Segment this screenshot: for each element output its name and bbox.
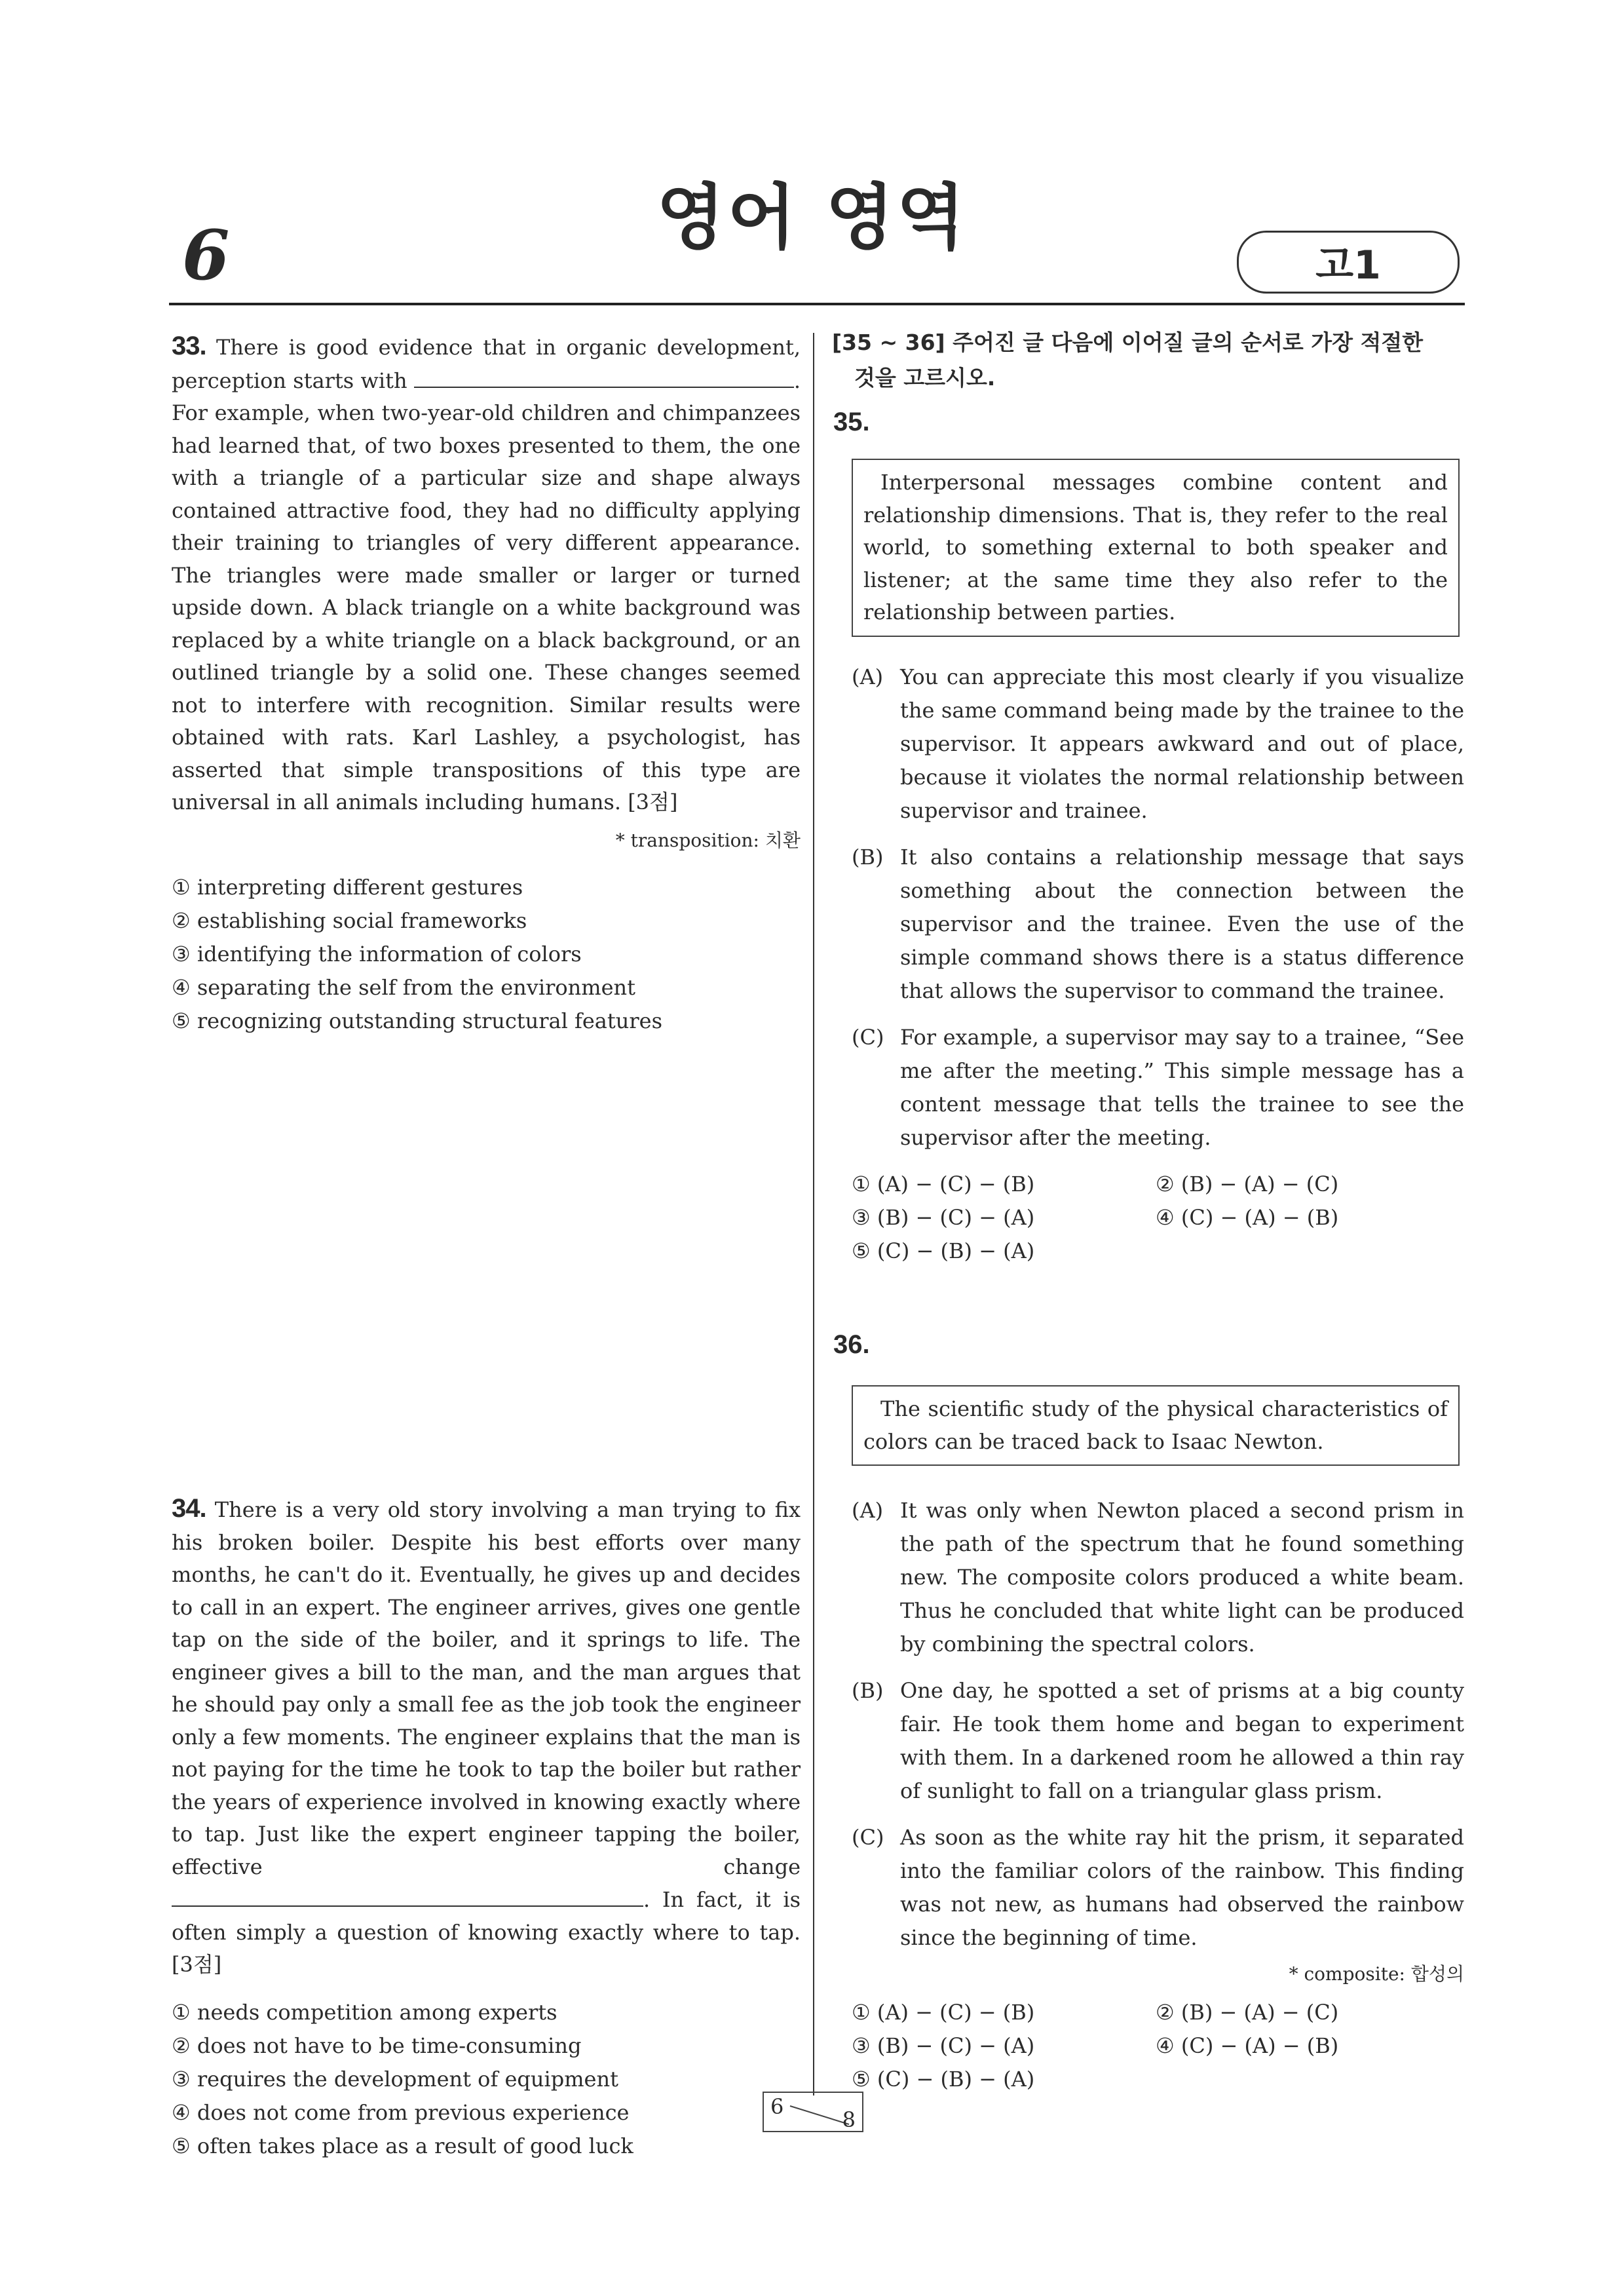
- column-divider: [813, 333, 814, 2095]
- question-number: 34.: [172, 1494, 206, 1523]
- passage-paragraphs-35: [852, 660, 1464, 1168]
- section-instructions: [832, 325, 1464, 396]
- option-2[interactable]: ② establishing social frameworks: [172, 908, 527, 933]
- page-title: 영어 영역: [656, 177, 968, 259]
- question-33: [172, 330, 801, 1038]
- paragraph-b: [852, 841, 1464, 1008]
- answer-options: [172, 1996, 801, 2163]
- paragraph-b: [852, 1674, 1464, 1808]
- option-2[interactable]: ② (B) − (A) − (C): [1156, 1172, 1339, 1196]
- paragraph-text: One day, he spotted a set of prisms at a big county fair. He took them home and began to experiment with them. In a darkened room he allowed a thin ray of sunlight to fall on a triangular glass prism.: [900, 1678, 1464, 1803]
- answer-options-35: [852, 1168, 1464, 1268]
- option-3[interactable]: ③ (B) − (C) − (A): [852, 2033, 1035, 2058]
- option-5[interactable]: ⑤ (C) − (B) − (A): [852, 2067, 1035, 2092]
- footnote: * composite: 합성의: [1289, 1963, 1464, 1985]
- option-1[interactable]: ① (A) − (C) − (B): [852, 2000, 1035, 2025]
- header-rule: [169, 303, 1465, 305]
- option-4[interactable]: ④ (C) − (A) − (B): [1156, 2033, 1339, 2058]
- question-text: There is good evidence that in organic development, perception starts with: [172, 335, 801, 393]
- option-5[interactable]: ⑤ often takes place as a result of good luck: [172, 2133, 633, 2158]
- question-35-number: 35.: [833, 408, 870, 436]
- option-2[interactable]: ② does not have to be time-consuming: [172, 2033, 582, 2058]
- answer-options: [172, 871, 801, 1038]
- option-5[interactable]: ⑤ recognizing outstanding structural features: [172, 1008, 662, 1033]
- current-page: 6: [770, 2094, 784, 2119]
- paragraph-label: (C): [852, 1825, 884, 1850]
- paragraph-label: (A): [852, 1498, 884, 1523]
- instructions-line-2: 것을 고르시오.: [854, 365, 996, 391]
- option-3[interactable]: ③ identifying the information of colors: [172, 942, 582, 966]
- question-text-continued: . In fact, it is often simply a question of knowing exactly where to tap. [3점]: [172, 1887, 801, 1977]
- option-4[interactable]: ④ (C) − (A) − (B): [1156, 1205, 1339, 1230]
- page-indicator: [763, 2092, 863, 2132]
- question-number: 33.: [172, 332, 206, 360]
- question-text: There is a very old story involving a man trying to fix his broken boiler. Despite his best efforts over many months, he can't do it. Eventually, he gives up and decides to call in an expert. The engineer arrives, gives one gentle tap on the side of the boiler, and it springs to life. The engineer gives a bill to the man, and the man argues that he should pay only a small fee as the job took the engineer only a few moments. The engineer explains that the man is not paying for the time he took to tap the boiler but rather the years of experience involved in knowing exactly where to tap. Just like the expert engineer tapping the boiler, effective change: [172, 1497, 801, 1879]
- paragraph-label: (B): [852, 1678, 884, 1703]
- option-1[interactable]: ① interpreting different gestures: [172, 875, 523, 900]
- paragraph-text: You can appreciate this most clearly if you visualize the same command being made by the trainee to the supervisor. It appears awkward and out of place, because it violates the normal relationship between supervisor and trainee.: [900, 664, 1464, 823]
- option-4[interactable]: ④ separating the self from the environment: [172, 975, 635, 1000]
- question-34: [172, 1493, 801, 2163]
- option-1[interactable]: ① needs competition among experts: [172, 1999, 557, 2025]
- option-5[interactable]: ⑤ (C) − (B) − (A): [852, 1238, 1035, 1263]
- given-passage-36: [852, 1385, 1460, 1466]
- given-text: Interpersonal messages combine content and relationship dimensions. That is, they refer to the real world, to something external to both speaker and listener; at the same time they also refer to the relationship between parties.: [863, 470, 1448, 624]
- paragraph-text: It also contains a relationship message that says something about the connection between the supervisor and the trainee. Even the use of the simple command shows there is a status difference that allows the supervisor to command the trainee.: [900, 845, 1464, 1003]
- question-text-continued: . For example, when two-year-old children and chimpanzees had learned that, of two boxes presented to them, the one with a triangle of a particular size and shape always contained attractive food, they had no difficulty applying their training to triangles of very different appearance. The triangles were made smaller or larger or turned upside down. A black triangle on a white background was replaced by a white triangle on a black background, or an outlined triangle by a solid one. These changes seemed not to interfere with recognition. Similar results were obtained with rats. Karl Lashley, a psychologist, has asserted that simple transpositions of this type are universal in all animals including humans. [3점]: [172, 368, 801, 814]
- paragraph-label: (A): [852, 664, 884, 689]
- paragraph-a: [852, 1494, 1464, 1661]
- option-3[interactable]: ③ requires the development of equipment: [172, 2066, 618, 2092]
- paragraph-c: [852, 1821, 1464, 1955]
- option-1[interactable]: ① (A) − (C) − (B): [852, 1172, 1035, 1196]
- paragraph-label: (B): [852, 845, 884, 870]
- answer-blank: [172, 1883, 643, 1907]
- option-2[interactable]: ② (B) − (A) − (C): [1156, 2000, 1339, 2025]
- paragraph-text: For example, a supervisor may say to a trainee, “See me after the meeting.” This simple message has a content message that tells the trainee to see the supervisor after the meeting.: [900, 1025, 1464, 1150]
- footnote: * transposition: 치환: [615, 829, 801, 851]
- paragraph-a: [852, 660, 1464, 828]
- page-number: 6: [182, 215, 230, 296]
- given-text: The scientific study of the physical characteristics of colors can be traced back to Isaac Newton.: [863, 1396, 1448, 1454]
- given-passage-35: [852, 459, 1460, 637]
- paragraph-text: It was only when Newton placed a second prism in the path of the spectrum that he found something new. The composite colors produced a white beam. Thus he concluded that white light can be produced by combining the spectral colors.: [900, 1498, 1464, 1656]
- option-4[interactable]: ④ does not come from previous experience: [172, 2099, 630, 2125]
- answer-blank: [414, 364, 794, 388]
- paragraph-label: (C): [852, 1025, 884, 1050]
- total-pages: 8: [842, 2107, 856, 2132]
- question-36-number: 36.: [833, 1330, 870, 1359]
- instructions-line-1: [35 ~ 36] 주어진 글 다음에 이어질 글의 순서로 가장 적절한: [832, 330, 1424, 355]
- passage-paragraphs-36: [852, 1494, 1464, 1989]
- paragraph-text: As soon as the white ray hit the prism, it separated into the familiar colors of the rainbow. This finding was not new, as humans had observed the rainbow since the beginning of time.: [900, 1825, 1464, 1950]
- option-3[interactable]: ③ (B) − (C) − (A): [852, 1205, 1035, 1230]
- answer-options-36: [852, 1996, 1464, 2096]
- grade-badge: 고1: [1237, 231, 1460, 294]
- paragraph-c: [852, 1021, 1464, 1155]
